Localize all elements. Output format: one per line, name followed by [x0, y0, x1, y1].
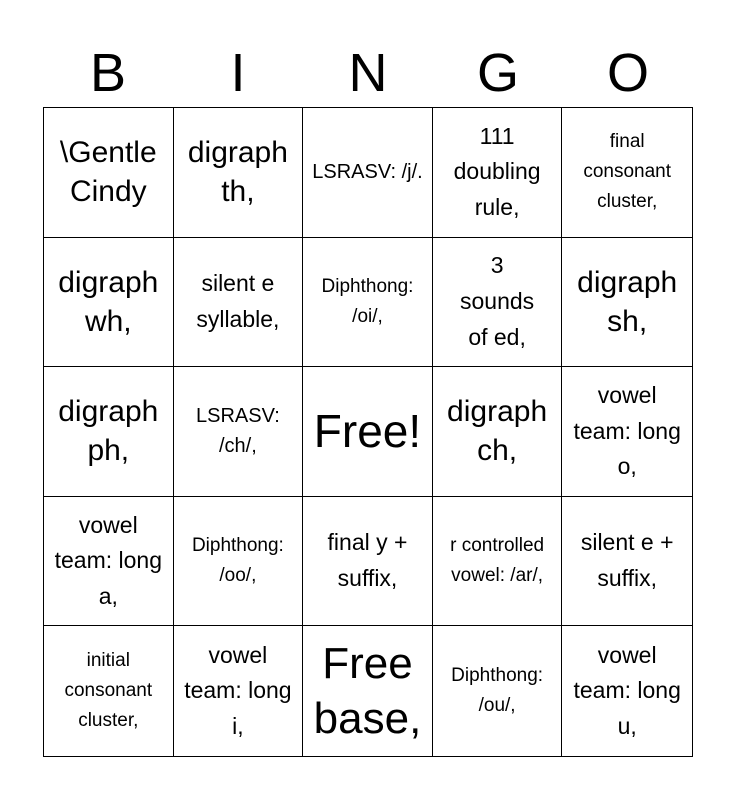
header-letter-g: G	[476, 43, 519, 103]
header-letter-n: N	[348, 43, 388, 103]
cell-label: digraph sh,	[577, 265, 678, 338]
header-letter-i: I	[230, 43, 246, 103]
bingo-cell[interactable]	[562, 626, 692, 756]
cell-label: Diphthong: /oi/,	[321, 275, 414, 327]
bingo-cell-free[interactable]	[303, 367, 433, 497]
bingo-grid	[43, 107, 693, 757]
bingo-header	[43, 42, 693, 104]
cell-label: digraph th,	[187, 136, 288, 209]
bingo-cell[interactable]	[433, 497, 563, 627]
bingo-cell[interactable]	[562, 108, 692, 238]
bingo-cell[interactable]	[433, 108, 563, 238]
cell-label: Free base,	[313, 639, 422, 744]
bingo-cell[interactable]	[303, 626, 433, 756]
bingo-cell[interactable]	[562, 367, 692, 497]
cell-label: 3 sounds of ed,	[460, 252, 535, 350]
bingo-cell[interactable]	[44, 238, 174, 368]
cell-label: 111 doubling rule,	[453, 122, 541, 221]
bingo-cell[interactable]	[44, 108, 174, 238]
bingo-cell[interactable]	[433, 626, 563, 756]
cell-label: Diphthong: /ou/,	[451, 664, 544, 717]
cell-label: digraph ch,	[447, 395, 548, 468]
cell-label: \Gentle Cindy	[59, 136, 157, 209]
bingo-cell[interactable]	[562, 497, 692, 627]
bingo-cell[interactable]	[44, 626, 174, 756]
bingo-cell[interactable]	[433, 238, 563, 368]
cell-label: Diphthong: /oo/,	[191, 534, 284, 587]
cell-label: LSRASV: /ch/,	[196, 405, 280, 458]
cell-label: vowel team: long i,	[184, 641, 292, 740]
bingo-cell[interactable]	[174, 238, 304, 368]
bingo-cell[interactable]	[303, 108, 433, 238]
cell-label: vowel team: long a,	[54, 511, 162, 609]
cell-label: Free!	[313, 404, 422, 457]
bingo-cell[interactable]	[44, 367, 174, 497]
header-letter-b: B	[89, 43, 127, 103]
cell-label: digraph wh,	[58, 265, 159, 338]
cell-label: digraph ph,	[58, 395, 159, 468]
bingo-cell[interactable]	[174, 367, 304, 497]
bingo-cell[interactable]	[174, 108, 304, 238]
cell-label: LSRASV: /j/.	[312, 161, 423, 184]
bingo-cell[interactable]	[174, 497, 304, 627]
header-letter-o: O	[606, 43, 649, 103]
bingo-cell[interactable]	[44, 497, 174, 627]
cell-label: r controlled vowel: /ar/,	[450, 534, 545, 587]
bingo-cell[interactable]	[433, 367, 563, 497]
cell-label: silent e + suffix,	[580, 529, 674, 592]
bingo-cell[interactable]	[562, 238, 692, 368]
cell-label: initial consonant cluster,	[64, 649, 153, 732]
cell-label: silent e syllable,	[196, 270, 280, 332]
cell-label: final y + suffix,	[327, 529, 408, 592]
cell-label: final consonant cluster,	[583, 130, 672, 213]
bingo-cell[interactable]	[303, 238, 433, 368]
bingo-cell[interactable]	[174, 626, 304, 756]
cell-label: vowel team: long o,	[573, 382, 681, 480]
cell-label: vowel team: long u,	[573, 641, 681, 740]
bingo-cell[interactable]	[303, 497, 433, 627]
